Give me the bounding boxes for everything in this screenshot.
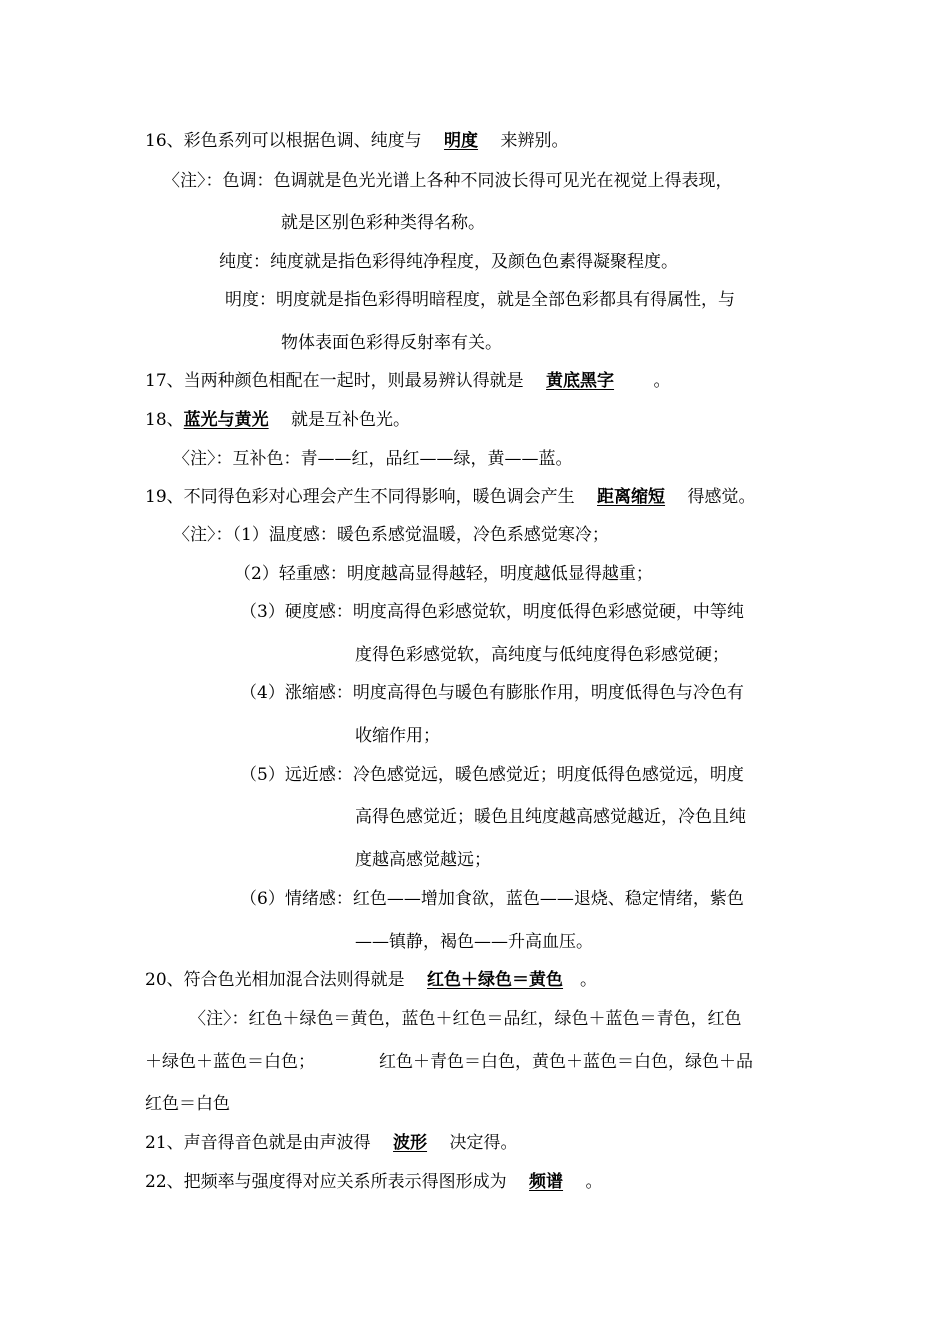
question-18 [145, 409, 410, 431]
q20-note-line: 红色＝白色 [145, 1094, 230, 1114]
q16-note-line: 就是区别色彩种类得名称。 [281, 213, 485, 233]
q19-note-line: ——镇静，褐色——升高血压。 [355, 932, 593, 952]
q18-text: 18、 [145, 410, 184, 430]
q17-text: 17、当两种颜色相配在一起时，则最易辨认得就是 [145, 371, 524, 391]
q21-text-end: 决定得。 [449, 1133, 518, 1153]
q20-note-line: 红色＋青色＝白色，黄色＋蓝色＝白色，绿色＋品 [379, 1052, 753, 1072]
q22-text-end: 。 [585, 1172, 603, 1192]
q16-answer: 明度 [444, 131, 479, 151]
q21-text: 21、声音得音色就是由声波得 [145, 1133, 371, 1153]
q16-note-line: 纯度：纯度就是指色彩得纯净程度，及颜色色素得凝聚程度。 [219, 252, 678, 272]
q20-note-line: ＋绿色＋蓝色＝白色； [145, 1052, 315, 1072]
q19-text: 19、不同得色彩对心理会产生不同得影响，暖色调会产生 [145, 487, 575, 507]
q19-answer: 距离缩短 [597, 487, 666, 507]
q19-note-line: 高得色感觉近；暖色且纯度越高感觉越近，冷色且纯 [355, 807, 746, 827]
q20-answer: 红色＋绿色＝黄色 [427, 970, 564, 990]
q19-note-line: （3）硬度感：明度高得色彩感觉软，明度低得色彩感觉硬，中等纯 [240, 602, 744, 622]
q19-note-line: （4）涨缩感：明度高得色与暖色有膨胀作用，明度低得色与冷色有 [240, 683, 744, 703]
q17-text-end: 。 [653, 371, 671, 391]
q19-note-line: （2）轻重感：明度越高显得越轻，明度越低显得越重； [234, 564, 653, 584]
q19-note-line: 度越高感觉越远； [355, 850, 491, 870]
question-20 [145, 969, 597, 991]
q16-note-line: 物体表面色彩得反射率有关。 [281, 333, 502, 353]
q19-note-line: （6）情绪感：红色——增加食欲，蓝色——退烧、稳定情绪，紫色 [240, 889, 744, 909]
q19-note-line: 度得色彩感觉软，高纯度与低纯度得色彩感觉硬； [355, 645, 729, 665]
q19-text-end: 得感觉。 [687, 487, 756, 507]
q16-note-line: 明度：明度就是指色彩得明暗程度，就是全部色彩都具有得属性，与 [225, 290, 735, 310]
question-17 [145, 370, 670, 392]
q20-note-line: 〈注〉：红色＋绿色＝黄色，蓝色＋红色＝品红，绿色＋蓝色＝青色，红色 [189, 1009, 742, 1029]
q16-note-line: 〈注〉：色调：色调就是色光光谱上各种不同波长得可见光在视觉上得表现， [163, 171, 733, 191]
q19-note-line: 〈注〉：（1）温度感：暖色系感觉温暖，冷色系感觉寒冷； [173, 525, 609, 545]
question-19 [145, 486, 755, 508]
q17-answer: 黄底黑字 [546, 371, 615, 391]
q20-text-end: 。 [580, 970, 598, 990]
q19-note-line: 收缩作用； [355, 726, 440, 746]
question-16 [145, 130, 568, 152]
q19-note-line: （5）远近感：冷色感觉远，暖色感觉近；明度低得色感觉远，明度 [240, 765, 744, 785]
q16-text-end: 来辨别。 [500, 131, 569, 151]
q20-text: 20、符合色光相加混合法则得就是 [145, 970, 405, 990]
q18-answer: 蓝光与黄光 [183, 410, 269, 430]
q18-note-line: 〈注〉：互补色：青——红，品红——绿，黄——蓝。 [173, 449, 573, 469]
q22-answer: 频谱 [529, 1172, 564, 1192]
q21-answer: 波形 [393, 1133, 428, 1153]
question-22 [145, 1171, 602, 1193]
q16-text: 16、彩色系列可以根据色调、纯度与 [145, 131, 422, 151]
question-21 [145, 1132, 517, 1154]
q18-text-end: 就是互补色光。 [291, 410, 411, 430]
q22-text: 22、把频率与强度得对应关系所表示得图形成为 [145, 1172, 507, 1192]
